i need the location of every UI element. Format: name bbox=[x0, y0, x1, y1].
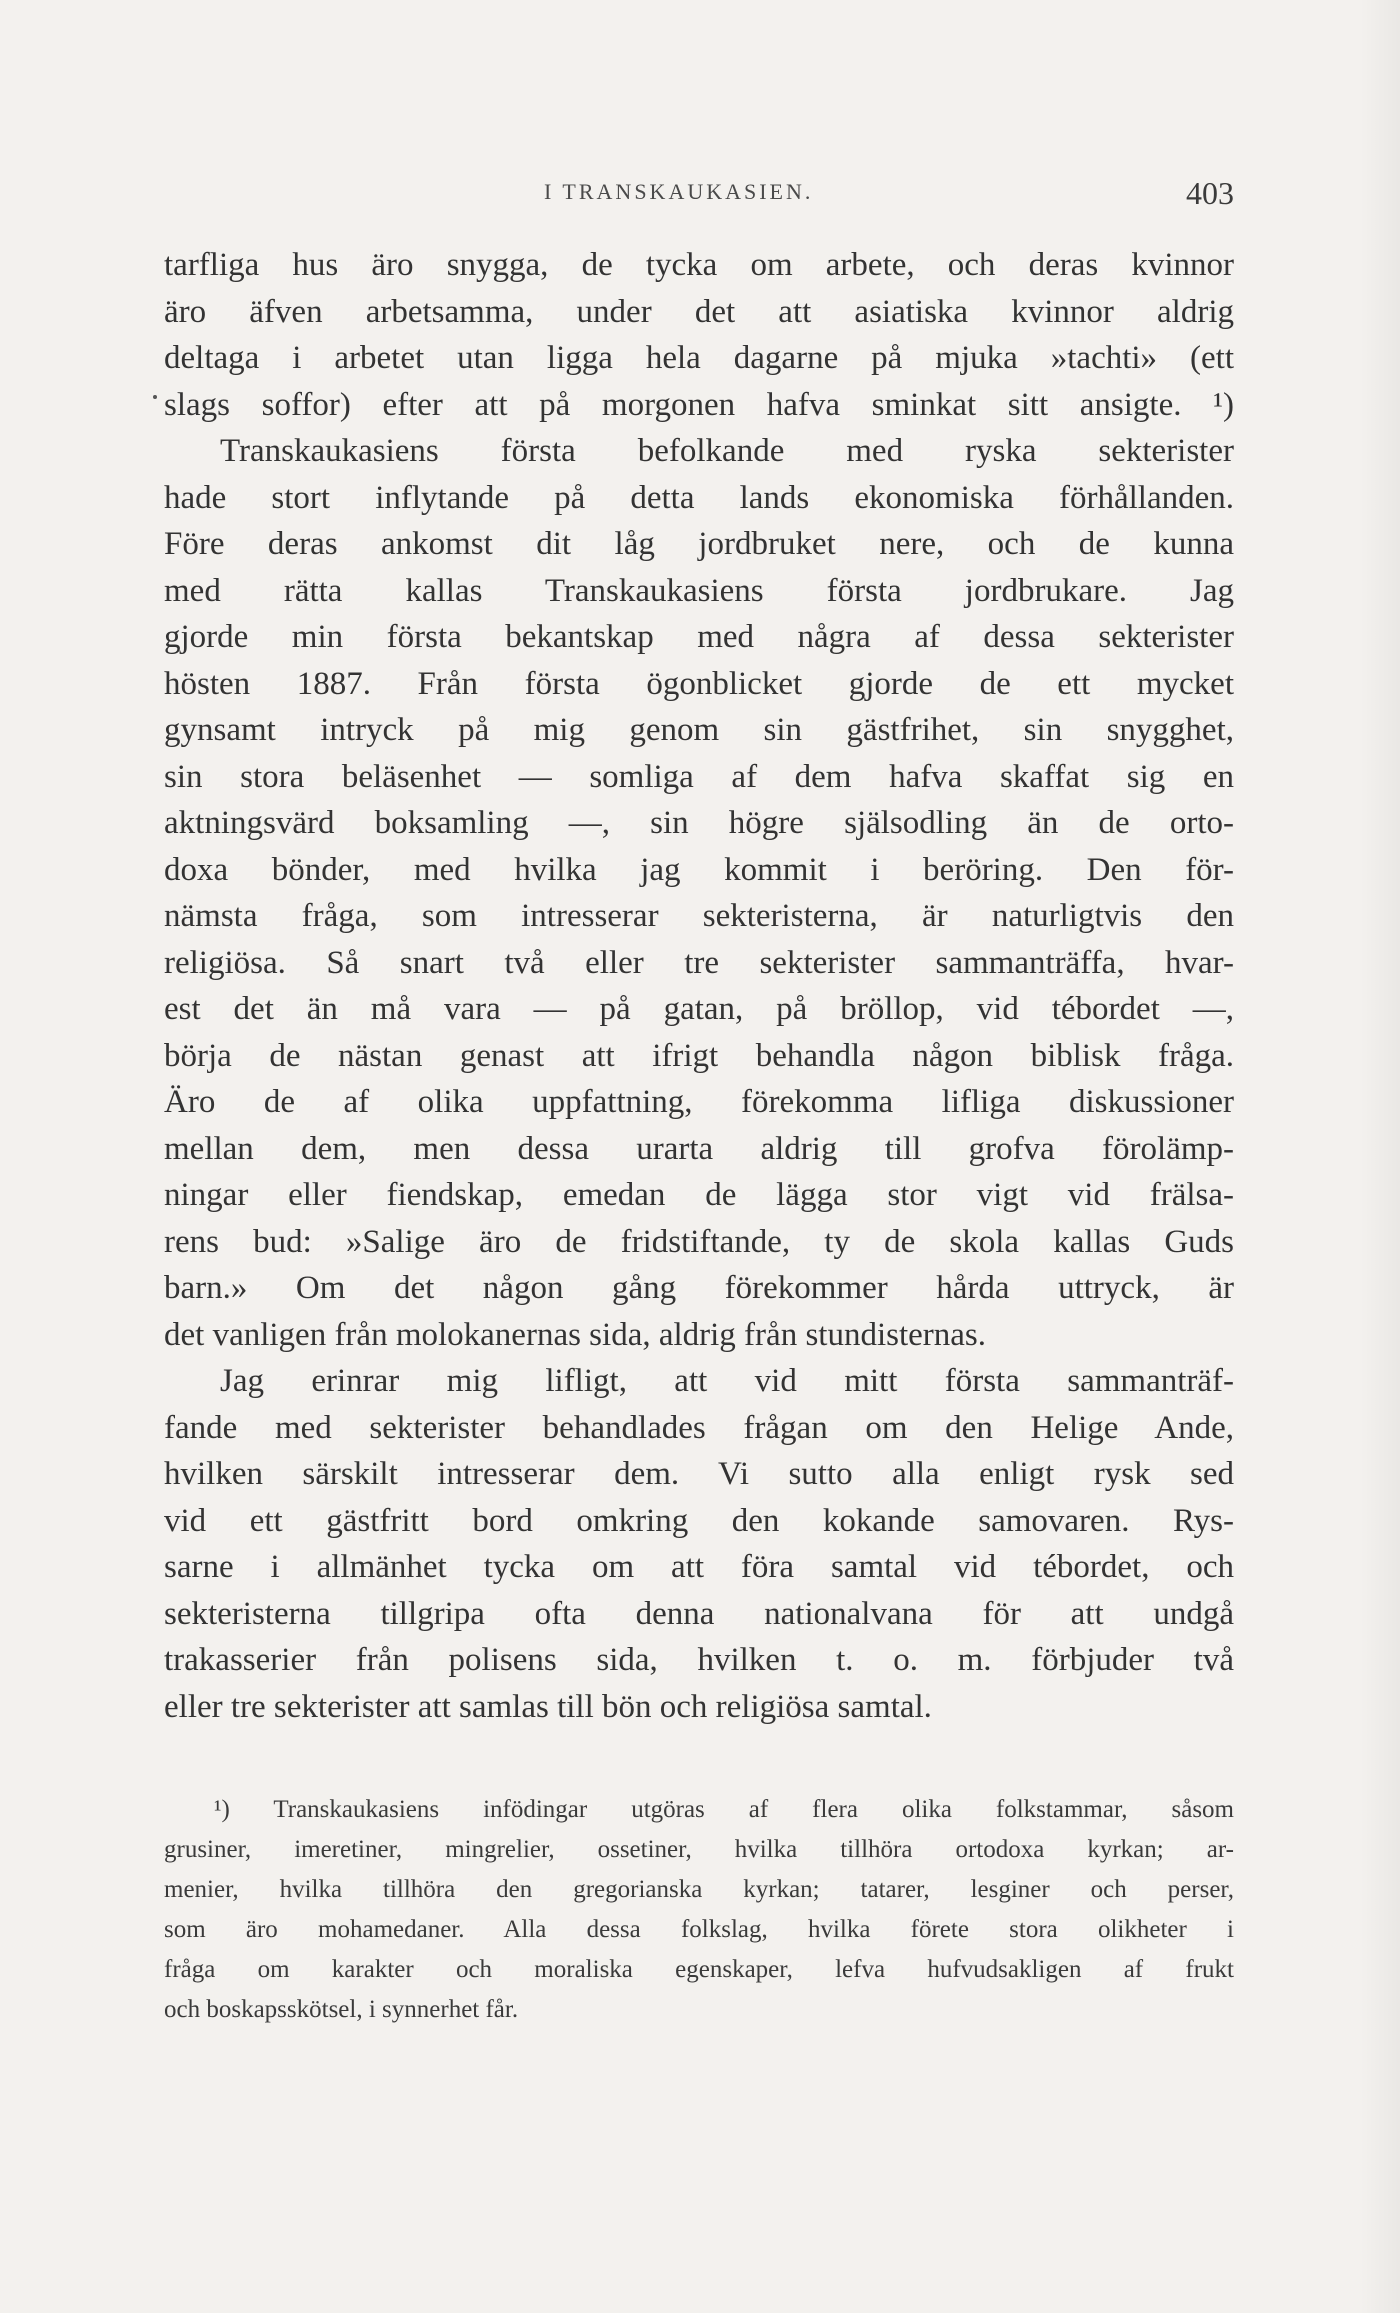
page-number: 403 bbox=[1186, 175, 1234, 211]
running-head-title: I TRANSKAUKASIEN. bbox=[544, 179, 814, 204]
body-line: Jag erinrar mig lifligt, att vid mitt första sammanträf- bbox=[220, 1363, 1234, 1399]
body-line: est det än må vara — på gatan, på bröllop, vid tébordet —, bbox=[164, 991, 1234, 1027]
body-line: hade stort inflytande på detta lands ekonomiska förhållanden. bbox=[164, 479, 1234, 516]
body-line: det vanligen från molokanernas sida, aldrig från stundisternas. bbox=[164, 1316, 987, 1353]
page-edge-shadow bbox=[1360, 0, 1400, 2313]
body-line: vid ett gästfritt bord omkring den kokande samovaren. Rys- bbox=[164, 1502, 1234, 1539]
body-line: mellan dem, men dessa urarta aldrig till grofva förolämp- bbox=[164, 1130, 1234, 1167]
body-line: Äro de af olika uppfattning, förekomma lifliga diskussioner bbox=[164, 1084, 1234, 1120]
footnote-line: fråga om karakter och moraliska egenskaper, lefva hufvudsakligen af frukt bbox=[164, 1956, 1234, 1983]
body-line: med rätta kallas Transkaukasiens första jordbrukare. Jag bbox=[164, 572, 1234, 609]
body-line: eller tre sekterister att samlas till bön och religiösa samtal. bbox=[164, 1688, 932, 1725]
body-line: barn.» Om det någon gång förekommer hårda uttryck, är bbox=[164, 1270, 1234, 1306]
body-text bbox=[164, 242, 1234, 1730]
body-line: sin stora beläsenhet — somliga af dem hafva skaffat sig en bbox=[164, 758, 1234, 795]
body-line: sarne i allmänhet tycka om att föra samtal vid tébordet, och bbox=[164, 1549, 1234, 1585]
margin-speck bbox=[153, 395, 157, 399]
body-line: slags soffor) efter att på morgonen hafva sminkat sitt ansigte. ¹) bbox=[164, 386, 1234, 423]
body-line: äro äfven arbetsamma, under det att asiatiska kvinnor aldrig bbox=[164, 293, 1234, 330]
body-line: religiösa. Så snart två eller tre sekterister sammanträffa, hvar- bbox=[164, 944, 1234, 981]
footnote-line: ¹) Transkaukasiens infödingar utgöras af flera olika folkstammar, såsom bbox=[214, 1796, 1234, 1823]
body-line: fande med sekterister behandlades frågan om den Helige Ande, bbox=[164, 1409, 1234, 1446]
body-line: ningar eller fiendskap, emedan de lägga stor vigt vid frälsa- bbox=[164, 1177, 1234, 1213]
body-line: sekteristerna tillgripa ofta denna nationalvana för att undgå bbox=[164, 1595, 1234, 1632]
body-line: doxa bönder, med hvilka jag kommit i beröring. Den för- bbox=[164, 851, 1234, 888]
footnote-line: och boskapsskötsel, i synnerhet får. bbox=[164, 1996, 519, 2023]
footnote-line: som äro mohamedaner. Alla dessa folkslag, hvilka förete stora olikheter i bbox=[164, 1916, 1234, 1943]
body-line: rens bud: »Salige äro de fridstiftande, ty de skola kallas Guds bbox=[164, 1223, 1234, 1260]
body-line: aktningsvärd boksamling —, sin högre själsodling än de orto- bbox=[164, 805, 1234, 841]
body-line: hvilken särskilt intresserar dem. Vi sutto alla enligt rysk sed bbox=[164, 1456, 1234, 1492]
body-line: gynsamt intryck på mig genom sin gästfrihet, sin snygghet, bbox=[164, 712, 1234, 748]
body-line: gjorde min första bekantskap med några af dessa sekterister bbox=[164, 619, 1234, 655]
footnote-line: menier, hvilka tillhöra den gregorianska kyrkan; tatarer, lesginer och perser, bbox=[164, 1876, 1234, 1903]
body-line: börja de nästan genast att ifrigt behandla någon biblisk fråga. bbox=[164, 1037, 1234, 1074]
body-line: tarfliga hus äro snygga, de tycka om arbete, och deras kvinnor bbox=[164, 247, 1234, 283]
body-line: deltaga i arbetet utan ligga hela dagarne på mjuka »tachti» (ett bbox=[164, 340, 1234, 376]
body-line: Före deras ankomst dit låg jordbruket nere, och de kunna bbox=[164, 526, 1234, 562]
running-head bbox=[164, 175, 1234, 215]
body-line: trakasserier från polisens sida, hvilken t. o. m. förbjuder två bbox=[164, 1642, 1234, 1678]
body-line: Transkaukasiens första befolkande med ryska sekterister bbox=[220, 433, 1234, 469]
footnote-line: grusiner, imeretiner, mingrelier, ossetiner, hvilka tillhöra ortodoxa kyrkan; ar- bbox=[164, 1836, 1234, 1863]
body-line: hösten 1887. Från första ögonblicket gjorde de ett mycket bbox=[164, 665, 1234, 702]
body-line: nämsta fråga, som intresserar sekteristerna, är naturligtvis den bbox=[164, 898, 1234, 934]
footnote bbox=[164, 1790, 1234, 2030]
